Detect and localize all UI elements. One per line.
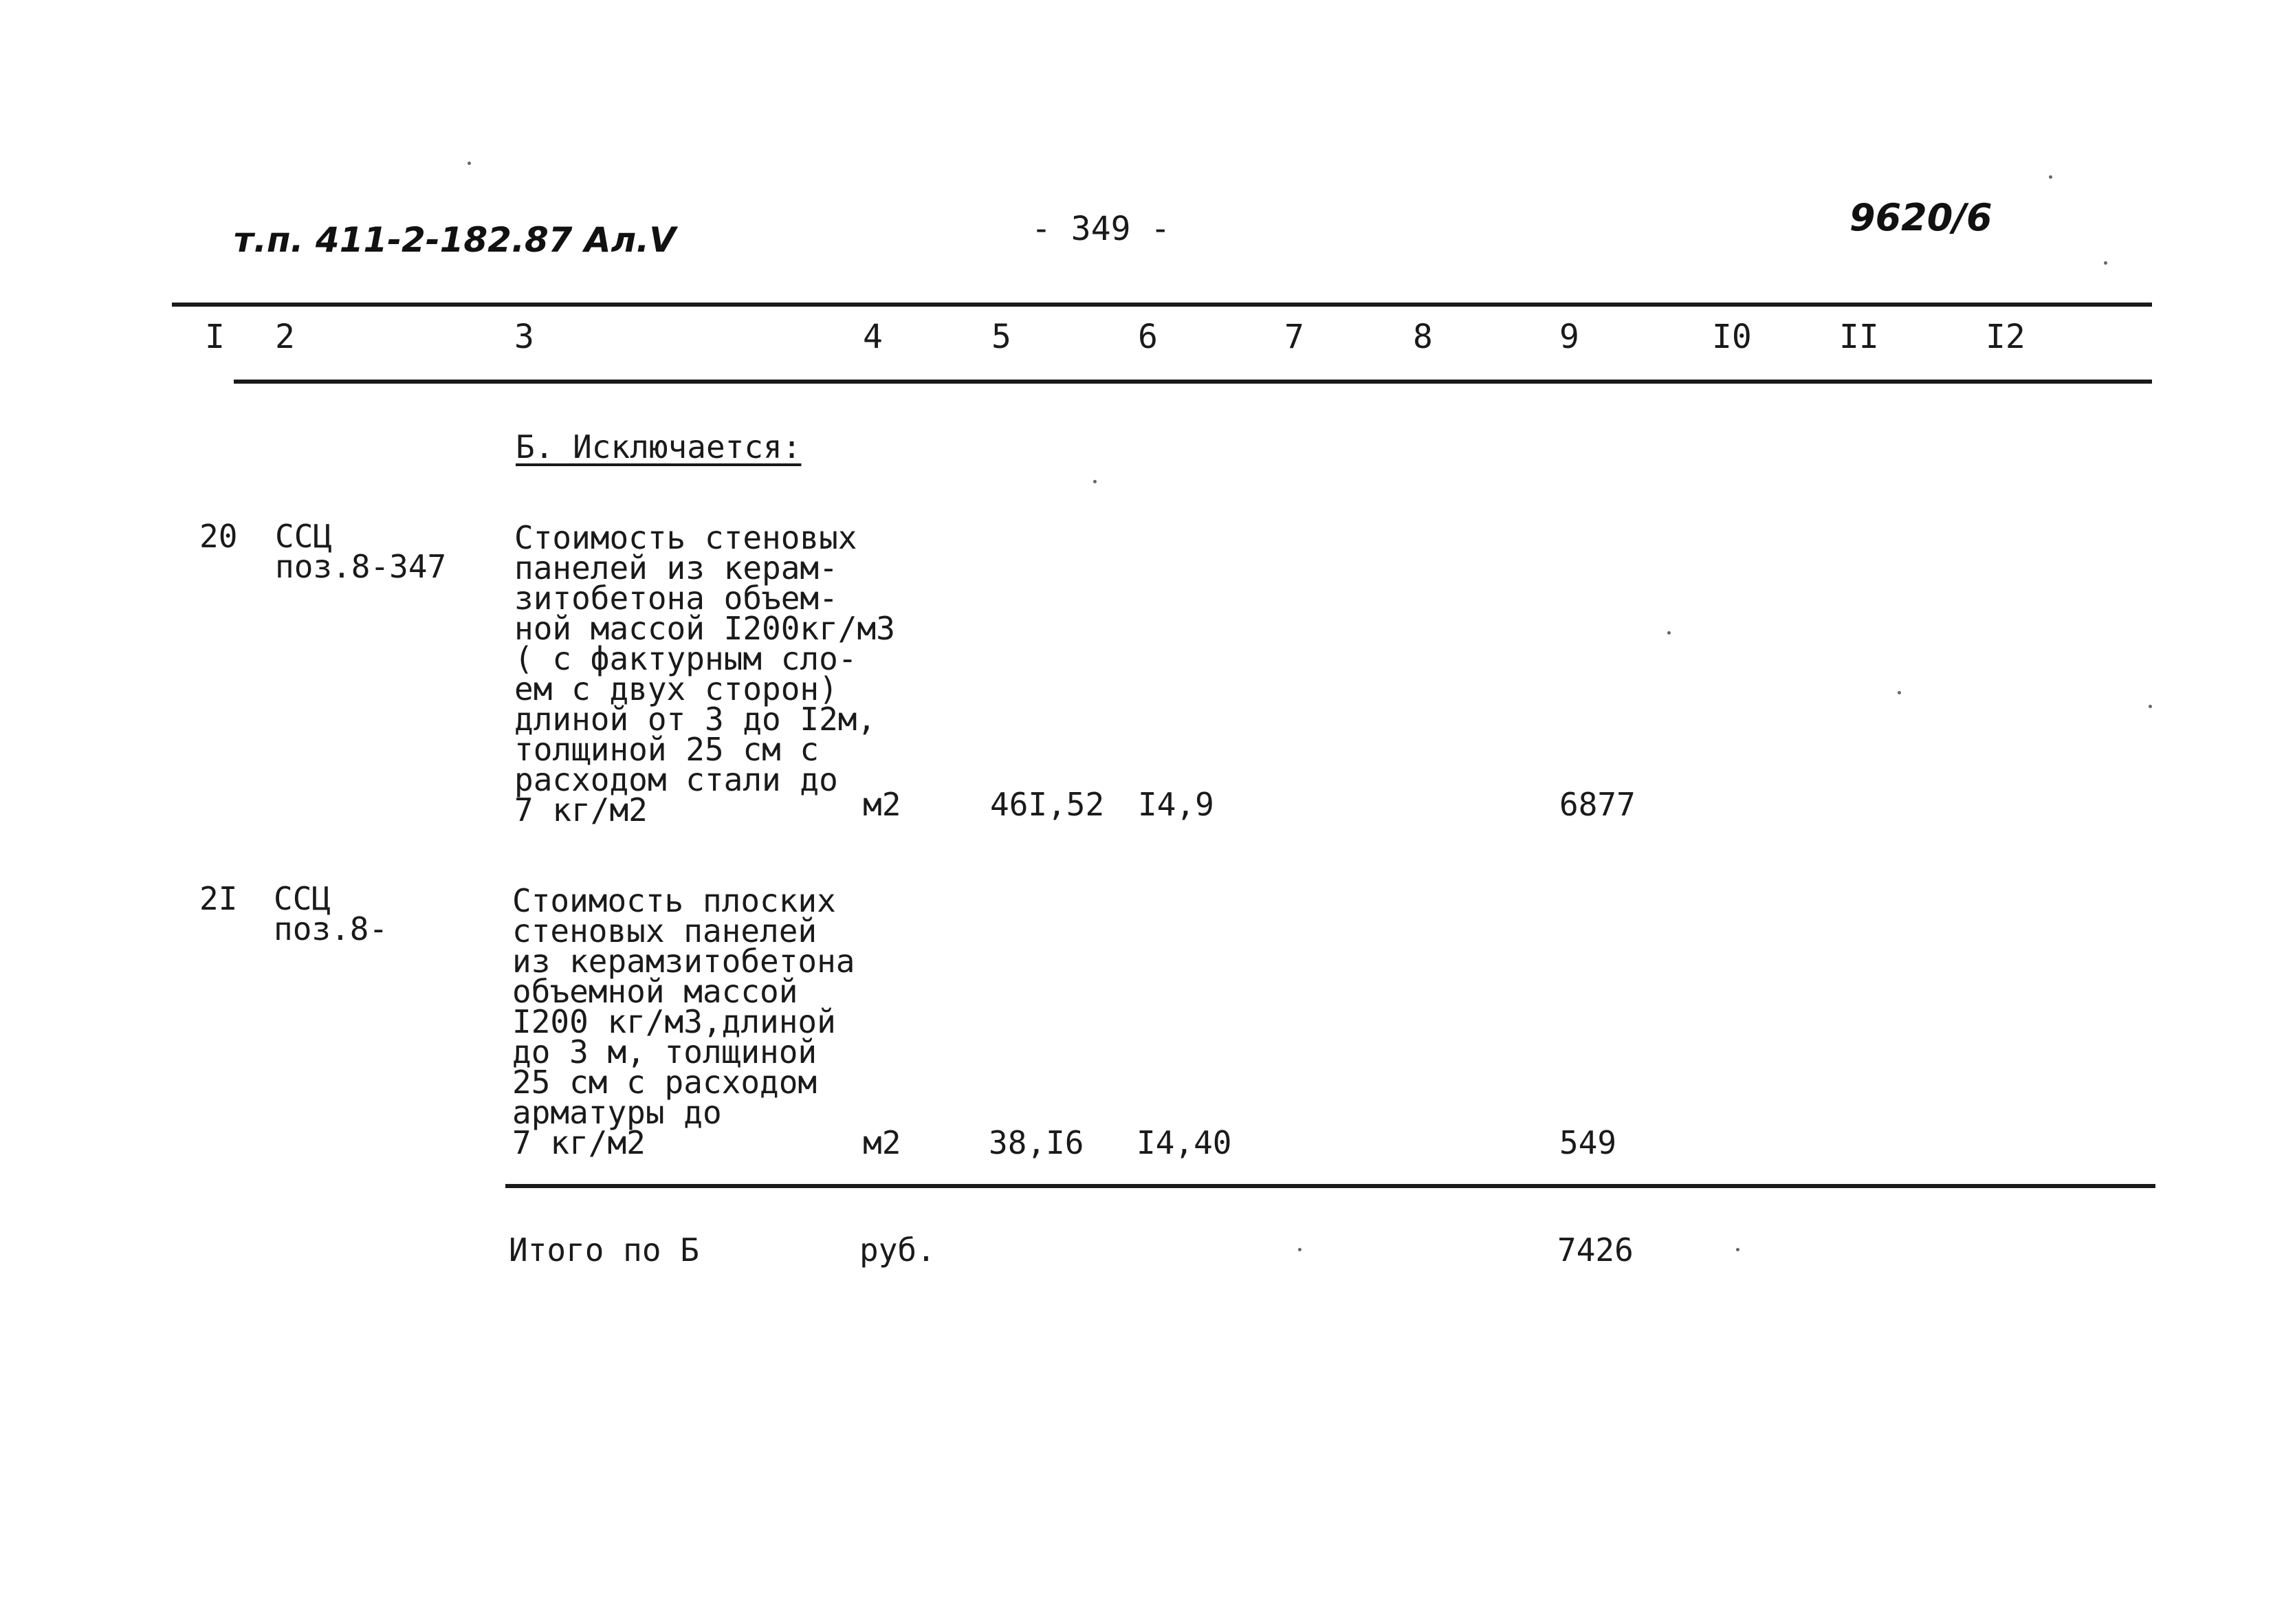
column-header-4: 4 bbox=[863, 318, 883, 356]
header-top-rule bbox=[172, 303, 2152, 307]
document-number: 9620/6 bbox=[1849, 196, 1992, 239]
row-number: 20 bbox=[199, 518, 238, 555]
row-description: Стоимость стеновых панелей из керам- зитобетона объем- ной массой I200кг/м3 ( с фактурным сло- ем с двух сторон) длиной от 3 до I2м, толщиной 25 см с расходом стали до 7 кг/м2 bbox=[514, 519, 895, 829]
header-bottom-rule bbox=[234, 380, 2152, 384]
column-header-1: I bbox=[205, 318, 225, 356]
row-number: 2I bbox=[199, 880, 238, 917]
row-col5: 46I,52 bbox=[990, 786, 1105, 823]
column-header-2: 2 bbox=[275, 318, 295, 356]
row-description: Стоимость плоских стеновых панелей из керамзитобетона объемной массой I200 кг/м3,длиной до 3 м, толщиной 25 см с расходом арматуры до 7 кг/м2 bbox=[512, 882, 855, 1161]
row-col6: I4,40 bbox=[1136, 1124, 1232, 1161]
column-header-8: 8 bbox=[1413, 318, 1433, 356]
column-header-9: 9 bbox=[1559, 318, 1579, 356]
column-header-11: II bbox=[1839, 318, 1879, 356]
row-col6: I4,9 bbox=[1138, 786, 1214, 823]
row-unit: м2 bbox=[863, 1124, 901, 1161]
row-code: ССЦ поз.8- bbox=[274, 880, 388, 947]
project-reference: т.п. 411-2-182.87 Ал.V bbox=[234, 220, 676, 260]
total-label: Итого по Б bbox=[509, 1231, 699, 1269]
column-header-7: 7 bbox=[1284, 318, 1304, 356]
column-header-3: 3 bbox=[514, 318, 534, 356]
section-title: Б. Исключается: bbox=[516, 428, 802, 465]
total-unit: руб. bbox=[859, 1231, 936, 1269]
total-value: 7426 bbox=[1557, 1231, 1634, 1269]
column-header-10: I0 bbox=[1712, 318, 1752, 356]
row-code: ССЦ поз.8-347 bbox=[275, 518, 447, 585]
column-header-5: 5 bbox=[991, 318, 1011, 356]
row-unit: м2 bbox=[863, 786, 901, 823]
row-col9: 6877 bbox=[1559, 786, 1636, 823]
page-number: - 349 - bbox=[1031, 210, 1171, 248]
row-col5: 38,I6 bbox=[989, 1124, 1084, 1161]
column-header-6: 6 bbox=[1138, 318, 1158, 356]
column-header-12: I2 bbox=[1986, 318, 2025, 356]
row-col9: 549 bbox=[1559, 1124, 1617, 1161]
total-rule bbox=[505, 1184, 2155, 1188]
